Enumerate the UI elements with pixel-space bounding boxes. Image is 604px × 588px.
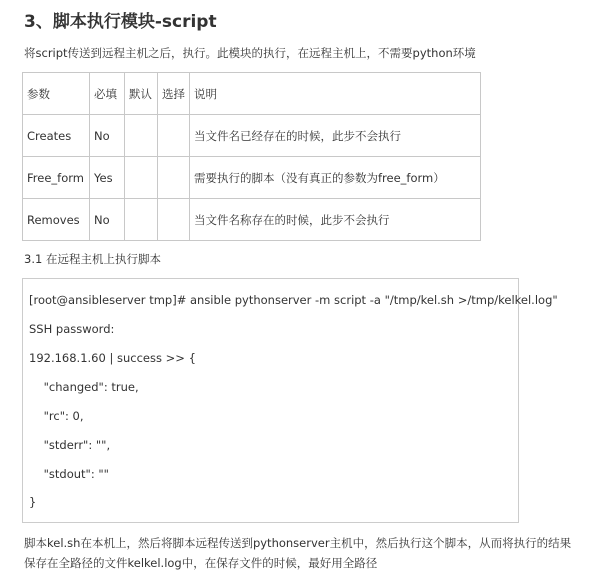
explanation-line-2: 保存在全路径的文件kelkel.log中，在保存文件的时候，最好用全路径 — [24, 556, 378, 570]
cell-description: 需要执行的脚本（没有真正的参数为free_form） — [190, 157, 481, 199]
cell-choices — [158, 199, 190, 241]
table-row — [23, 157, 481, 199]
cell-choices — [158, 115, 190, 157]
cell-choices — [158, 157, 190, 199]
header-choices: 选择 — [158, 73, 190, 115]
code-line: SSH password: — [29, 322, 115, 336]
section-intro: 将script传送到远程主机之后，执行。此模块的执行，在远程主机上，不需要python环境 — [24, 46, 476, 60]
cell-default — [125, 199, 158, 241]
code-line: } — [29, 495, 37, 509]
cell-param: Free_form — [23, 157, 90, 199]
cell-default — [125, 157, 158, 199]
subsection-heading: 3.1 在远程主机上执行脚本 — [24, 252, 161, 266]
cell-required: Yes — [90, 157, 125, 199]
header-default: 默认 — [125, 73, 158, 115]
code-line: [root@ansibleserver tmp]# ansible pythonserver -m script -a "/tmp/kel.sh >/tmp/kelkel.log" — [29, 293, 558, 307]
code-line: 192.168.1.60 | success >> { — [29, 351, 196, 365]
explanation-paragraph — [24, 533, 594, 573]
explanation-line-1: 脚本kel.sh在本机上，然后将脚本远程传送到pythonserver主机中，然后执行这个脚本，从而将执行的结果 — [24, 536, 572, 550]
table-header-row — [23, 73, 481, 115]
header-description: 说明 — [190, 73, 481, 115]
cell-description: 当文件名已经存在的时候，此步不会执行 — [190, 115, 481, 157]
cell-param: Creates — [23, 115, 90, 157]
header-required: 必填 — [90, 73, 125, 115]
code-line: "stderr": "", — [29, 438, 111, 452]
table-row — [23, 115, 481, 157]
cell-required: No — [90, 115, 125, 157]
code-line: "rc": 0, — [29, 409, 84, 423]
code-line: "changed": true, — [29, 380, 139, 394]
cell-default — [125, 115, 158, 157]
header-param: 参数 — [23, 73, 90, 115]
parameter-table — [22, 72, 481, 241]
cell-description: 当文件名称存在的时候，此步不会执行 — [190, 199, 481, 241]
cell-param: Removes — [23, 199, 90, 241]
code-block — [22, 278, 558, 523]
cell-required: No — [90, 199, 125, 241]
table-row — [23, 199, 481, 241]
code-line: "stdout": "" — [29, 467, 109, 481]
section-heading: 3、脚本执行模块-script — [24, 12, 217, 32]
